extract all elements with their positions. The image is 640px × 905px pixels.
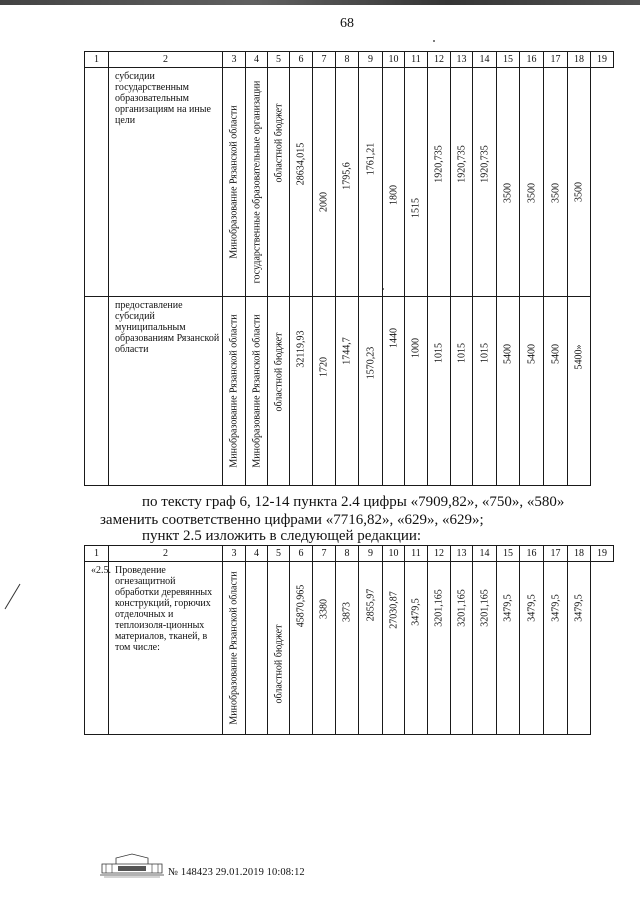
column-number-cell: 13 bbox=[451, 52, 473, 68]
executor-cell bbox=[223, 68, 246, 297]
value-cell bbox=[451, 562, 473, 735]
value-cell bbox=[428, 562, 451, 735]
column-number-cell: 13 bbox=[451, 546, 473, 562]
value-cell bbox=[451, 68, 473, 297]
value-cell-text: 1744,7 bbox=[341, 337, 353, 365]
value-cell bbox=[497, 562, 520, 735]
value-cell bbox=[405, 562, 428, 735]
value-cell-text: 27030,87 bbox=[388, 591, 399, 629]
column-number-cell: 18 bbox=[568, 52, 591, 68]
column-number-cell: 11 bbox=[405, 546, 428, 562]
column-number-cell: 14 bbox=[473, 546, 497, 562]
table-subsidies bbox=[84, 51, 614, 486]
value-cell bbox=[359, 562, 383, 735]
value-cell-text: 3201,165 bbox=[479, 589, 490, 627]
activity-description-cell: предоставление субсидий муниципальным образованиям Рязанской области bbox=[109, 297, 223, 486]
value-cell bbox=[473, 68, 497, 297]
column-number-cell: 18 bbox=[568, 546, 591, 562]
value-cell-text: 28634,015 bbox=[295, 142, 307, 186]
value-cell bbox=[383, 562, 405, 735]
value-cell bbox=[473, 297, 497, 486]
executor-cell-text: Минобразование Рязанской области bbox=[228, 571, 240, 725]
row-number-cell bbox=[85, 68, 109, 297]
value-cell bbox=[313, 68, 336, 297]
value-cell-text: 3479,5 bbox=[502, 594, 514, 622]
executor-cell bbox=[223, 297, 246, 486]
pen-mark bbox=[2, 582, 22, 612]
table-row bbox=[85, 297, 614, 486]
column-number-cell: 15 bbox=[497, 546, 520, 562]
registry-stamp-logo bbox=[98, 852, 166, 878]
value-cell bbox=[497, 297, 520, 486]
column-number-cell: 7 bbox=[313, 546, 336, 562]
funding-source-cell-text: областной бюджет bbox=[273, 624, 284, 704]
value-cell bbox=[359, 68, 383, 297]
executor-cell-text: Минобразование Рязанской области bbox=[228, 105, 240, 259]
value-cell bbox=[544, 68, 568, 297]
executor-cell-text: Минобразование Рязанской области bbox=[228, 314, 240, 468]
value-cell bbox=[520, 68, 544, 297]
column-number-row bbox=[85, 546, 614, 562]
page-number: 68 bbox=[340, 16, 354, 31]
column-number-cell: 12 bbox=[428, 52, 451, 68]
value-cell-text: 3500 bbox=[502, 183, 514, 203]
value-cell-text: 3873 bbox=[341, 602, 353, 622]
column-number-cell: 6 bbox=[290, 546, 313, 562]
column-number-cell: 19 bbox=[591, 52, 614, 68]
table-row bbox=[85, 68, 614, 297]
executor-cell bbox=[223, 562, 246, 735]
value-cell-text: 1015 bbox=[479, 343, 490, 363]
value-cell bbox=[473, 562, 497, 735]
column-number-cell: 11 bbox=[405, 52, 428, 68]
value-cell bbox=[568, 68, 591, 297]
column-number-cell: 19 bbox=[591, 546, 614, 562]
activity-description-cell: Проведение огнезащитной обработки деревянных конструкций, горючих отделочных и теплоизоля-ционных материалов, тканей, в том числе: bbox=[109, 562, 223, 735]
value-cell bbox=[290, 68, 313, 297]
value-cell-text: 5400 bbox=[502, 344, 514, 364]
value-cell bbox=[428, 68, 451, 297]
recipient-cell-text: государственные образовательные организации bbox=[251, 80, 262, 284]
value-cell-text: 5400» bbox=[573, 344, 585, 370]
value-cell-text: 3500 bbox=[526, 183, 537, 203]
funding-source-cell-text: областной бюджет bbox=[273, 332, 284, 412]
value-cell-text: 3201,165 bbox=[456, 589, 467, 627]
value-cell bbox=[497, 68, 520, 297]
column-number-cell: 6 bbox=[290, 52, 313, 68]
column-number-cell: 16 bbox=[520, 52, 544, 68]
value-cell-text: 5400 bbox=[550, 344, 561, 364]
value-cell-text: 3479,5 bbox=[526, 594, 537, 622]
column-number-cell: 16 bbox=[520, 546, 544, 562]
value-cell bbox=[313, 297, 336, 486]
recipient-cell bbox=[246, 562, 268, 735]
value-cell bbox=[405, 68, 428, 297]
column-number-cell: 9 bbox=[359, 546, 383, 562]
value-cell-text: 2000 bbox=[318, 192, 330, 212]
value-cell bbox=[451, 297, 473, 486]
table-fire-protection bbox=[84, 545, 614, 735]
value-cell bbox=[336, 68, 359, 297]
value-cell bbox=[383, 297, 405, 486]
value-cell-text: 45870,965 bbox=[295, 584, 307, 628]
column-number-cell: 1 bbox=[85, 52, 109, 68]
table-row bbox=[85, 562, 614, 735]
column-number-cell: 5 bbox=[268, 52, 290, 68]
value-cell bbox=[336, 562, 359, 735]
value-cell-text: 1570,23 bbox=[365, 346, 376, 380]
column-number-cell: 8 bbox=[336, 52, 359, 68]
registration-footer: № 148423 29.01.2019 10:08:12 bbox=[168, 867, 305, 878]
value-cell bbox=[428, 297, 451, 486]
recipient-cell-text: Минобразование Рязанской области bbox=[251, 314, 262, 468]
value-cell-text: 5400 bbox=[526, 344, 537, 364]
value-cell bbox=[568, 562, 591, 735]
value-cell-text: 3500 bbox=[550, 183, 561, 203]
column-number-cell: 17 bbox=[544, 546, 568, 562]
value-cell-text: 1440 bbox=[388, 328, 399, 348]
value-cell-text: 1015 bbox=[456, 343, 467, 363]
value-cell bbox=[383, 68, 405, 297]
value-cell-text: 3479,5 bbox=[410, 598, 422, 626]
column-number-cell: 4 bbox=[246, 546, 268, 562]
scan-edge bbox=[0, 0, 640, 5]
funding-source-cell bbox=[268, 297, 290, 486]
value-cell-text: 1515 bbox=[410, 198, 422, 218]
text-line-2: заменить соответственно цифрами «7716,82», «629», «629»; bbox=[100, 512, 484, 528]
recipient-cell bbox=[246, 297, 268, 486]
value-cell-text: 2855,97 bbox=[365, 588, 376, 622]
value-cell bbox=[544, 562, 568, 735]
row-number-cell: «2.5. bbox=[85, 562, 109, 735]
value-cell-text: 1761,21 bbox=[365, 142, 376, 176]
value-cell-text: 3479,5 bbox=[550, 594, 561, 622]
recipient-cell bbox=[246, 68, 268, 297]
value-cell bbox=[290, 297, 313, 486]
column-number-cell: 12 bbox=[428, 546, 451, 562]
value-cell-text: 3479,5 bbox=[573, 594, 585, 622]
text-line-3: пункт 2.5 изложить в следующей редакции: bbox=[142, 528, 422, 544]
column-number-cell: 3 bbox=[223, 52, 246, 68]
value-cell bbox=[313, 562, 336, 735]
text-line-1: по тексту граф 6, 12-14 пункта 2.4 цифры «7909,82», «750», «580» bbox=[142, 494, 565, 510]
value-cell bbox=[520, 297, 544, 486]
value-cell bbox=[290, 562, 313, 735]
value-cell bbox=[544, 297, 568, 486]
value-cell-text: 32119,93 bbox=[295, 330, 307, 368]
value-cell-text: 3380 bbox=[318, 599, 330, 619]
value-cell-text: 1000 bbox=[410, 338, 422, 358]
column-number-cell: 2 bbox=[109, 52, 223, 68]
value-cell bbox=[405, 297, 428, 486]
funding-source-cell bbox=[268, 562, 290, 735]
value-cell-text: 1920,735 bbox=[456, 145, 467, 183]
column-number-cell: 17 bbox=[544, 52, 568, 68]
value-cell-text: 3201,165 bbox=[433, 589, 445, 627]
column-number-cell: 10 bbox=[383, 52, 405, 68]
column-number-cell: 4 bbox=[246, 52, 268, 68]
column-number-cell: 8 bbox=[336, 546, 359, 562]
value-cell bbox=[568, 297, 591, 486]
value-cell-text: 1920,735 bbox=[479, 145, 490, 183]
column-number-cell: 7 bbox=[313, 52, 336, 68]
column-number-cell: 10 bbox=[383, 546, 405, 562]
column-number-cell: 15 bbox=[497, 52, 520, 68]
value-cell-text: 1795,6 bbox=[341, 162, 353, 190]
funding-source-cell bbox=[268, 68, 290, 297]
column-number-cell: 1 bbox=[85, 546, 109, 562]
column-number-cell: 3 bbox=[223, 546, 246, 562]
column-number-row bbox=[85, 52, 614, 68]
row-number-cell bbox=[85, 297, 109, 486]
funding-source-cell-text: областной бюджет bbox=[273, 103, 284, 183]
column-number-cell: 14 bbox=[473, 52, 497, 68]
value-cell-text: 3500 bbox=[573, 182, 585, 202]
column-number-cell: 2 bbox=[109, 546, 223, 562]
activity-description-cell: субсидии государственным образовательным организациям на иные цели bbox=[109, 68, 223, 297]
column-number-cell: 9 bbox=[359, 52, 383, 68]
value-cell-text: 1800 bbox=[388, 185, 399, 205]
value-cell-text: 1015 bbox=[433, 343, 445, 363]
column-number-cell: 5 bbox=[268, 546, 290, 562]
scan-speck bbox=[433, 40, 435, 42]
value-cell bbox=[336, 297, 359, 486]
value-cell bbox=[520, 562, 544, 735]
value-cell-text: 1920,735 bbox=[433, 145, 445, 183]
value-cell bbox=[359, 297, 383, 486]
value-cell-text: 1720 bbox=[318, 357, 330, 377]
